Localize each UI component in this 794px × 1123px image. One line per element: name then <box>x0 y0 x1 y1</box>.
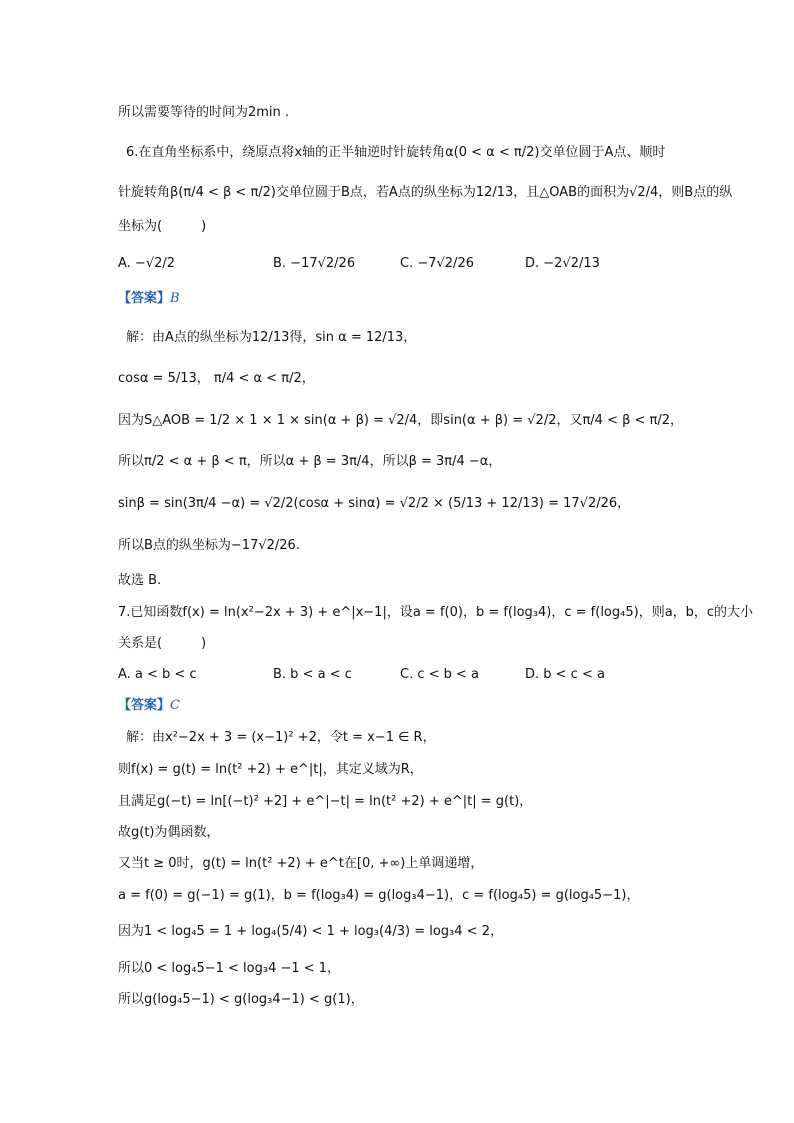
option-d: D. −2√2/13 <box>525 256 600 271</box>
question-6-options <box>118 253 678 275</box>
solution-line: 解：由x²−2x + 3 = (x−1)² +2，令t = x−1 ∈ R， <box>126 730 436 745</box>
solution-line: 且满足g(−t) = ln[(−t)² +2] + e^|−t| = ln(t² +2) + e^|t| = g(t)， <box>118 794 533 809</box>
option-b: B. −17√2/26 <box>273 256 356 271</box>
option-d: D. b < c < a <box>525 667 605 682</box>
solution-line: 因为1 < log₄5 = 1 + log₄(5/4) < 1 + log₃(4/3) = log₃4 < 2， <box>118 924 503 939</box>
question-7-options <box>118 664 678 686</box>
solution-line: 所以B点的纵坐标为−17√2/26. <box>118 538 300 553</box>
answer-value: B <box>170 291 180 306</box>
answer-tag: 【答案】 <box>118 291 171 306</box>
solution-line: 解：由A点的纵坐标为12/13得，sin α = 12/13， <box>126 330 417 345</box>
answer-value: C <box>170 698 180 713</box>
question-6-stem-end: 坐标为( ) <box>118 219 207 234</box>
solution-line: 故选 B. <box>118 573 162 588</box>
solution-line: 又当t ≥ 0时，g(t) = ln(t² +2) + e^t在[0, +∞)上单调递增， <box>118 856 484 871</box>
solution-line: cosα = 5/13， π/4 < α < π/2， <box>118 371 315 386</box>
solution-line: sinβ = sin(3π/4 −α) = √2/2(cosα + sinα) = √2/2 × (5/13 + 12/13) = 17√2/26， <box>118 496 631 511</box>
question-6-stem-cont: 针旋转角β(π/4 < β < π/2)交单位圆于B点，若A点的纵坐标为12/13，且△OAB的面积为√2/4，则B点的纵 <box>118 185 733 200</box>
option-a: A. a < b < c <box>118 667 197 682</box>
solution-line: a = f(0) = g(−1) = g(1)，b = f(log₃4) = g(log₃4−1)，c = f(log₄5) = g(log₄5−1)， <box>118 888 640 903</box>
option-c: C. c < b < a <box>400 667 480 682</box>
option-a: A. −√2/2 <box>118 256 176 271</box>
answer-line-7 <box>118 696 734 716</box>
solution-line: 则f(x) = g(t) = ln(t² +2) + e^|t|，其定义域为R， <box>118 762 423 777</box>
solution-line: 所以g(log₄5−1) < g(log₃4−1) < g(1)， <box>118 992 364 1007</box>
text-line: 所以需要等待的时间为2min . <box>118 105 290 120</box>
question-7-stem-end: 关系是( ) <box>118 636 207 651</box>
question-6-stem: 6.在直角坐标系中，绕原点将x轴的正半轴逆时针旋转角α(0 < α < π/2)交单位圆于A点、顺时 <box>126 145 666 160</box>
solution-line: 所以π/2 < α + β < π，所以α + β = 3π/4，所以β = 3π/4 −α， <box>118 454 502 469</box>
question-7-stem: 7.已知函数f(x) = ln(x²−2x + 3) + e^|x−1|，设a = f(0)，b = f(log₃4)，c = f(log₄5)，则a，b，c的大小 <box>118 605 754 620</box>
solution-line: 因为S△AOB = 1/2 × 1 × 1 × sin(α + β) = √2/4，即sin(α + β) = √2/2，又π/4 < β < π/2， <box>118 413 684 428</box>
answer-tag: 【答案】 <box>118 698 171 713</box>
answer-line-6 <box>118 289 734 309</box>
solution-line: 故g(t)为偶函数， <box>118 825 220 840</box>
option-c: C. −7√2/26 <box>400 256 474 271</box>
solution-line: 所以0 < log₄5−1 < log₃4 −1 < 1， <box>118 961 341 976</box>
option-b: B. b < a < c <box>273 667 352 682</box>
